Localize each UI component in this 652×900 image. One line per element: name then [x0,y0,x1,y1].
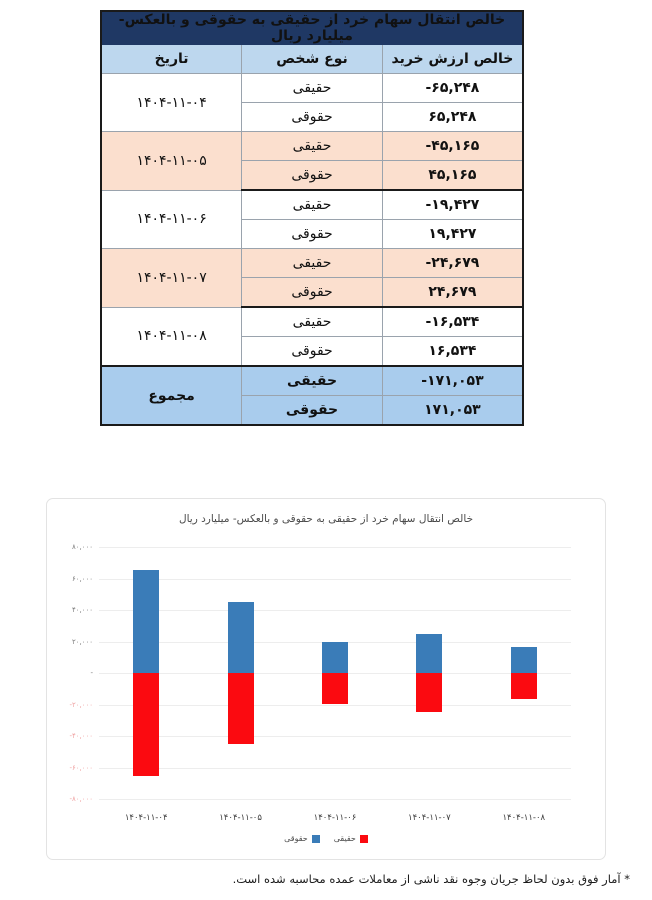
chart-legend [47,834,605,843]
table-title: خالص انتقال سهام خرد از حقیقی به حقوقی و بالعکس- میلیارد ریال [101,11,523,45]
chart-y-tick-label: ۴۰,۰۰۰ [71,606,93,614]
chart-legend-label: حقیقی [333,834,356,843]
cell-total-net-value: ۱۷۱,۰۵۳ [382,396,523,426]
chart-bar-group [477,547,571,823]
table-row [101,249,523,278]
net-transfer-chart-card [46,498,606,860]
chart-x-tick-label: ۱۴۰۴-۱۱-۰۴ [124,813,168,823]
table-row [101,307,523,337]
chart-y-tick-label: ۸۰,۰۰۰ [71,543,93,551]
cell-net-value: ۶۵,۲۴۸ [382,103,523,132]
cell-net-value: -۱۹,۴۲۷ [382,190,523,220]
net-transfer-table-container [100,10,524,426]
table-row [101,74,523,103]
chart-bar-positive [133,570,159,673]
chart-y-tick-label: ۶۰,۰۰۰ [71,574,93,583]
table-row [101,132,523,161]
cell-person-type: حقوقی [242,103,383,132]
cell-total-net-value: -۱۷۱,۰۵۳ [382,366,523,396]
chart-legend-item[interactable] [284,834,320,843]
chart-x-tick-label: ۱۴۰۴-۱۱-۰۵ [219,813,262,823]
cell-date: ۱۴۰۴-۱۱-۰۵ [101,132,242,191]
cell-date: ۱۴۰۴-۱۱-۰۶ [101,190,242,249]
chart-y-tick-label: -۲۰,۰۰۰ [69,700,93,709]
cell-person-type: حقیقی [242,190,383,220]
cell-person-type: حقیقی [242,132,383,161]
column-header-net-value: خالص ارزش خرید [382,45,523,74]
column-header-person-type: نوع شخص [242,45,383,74]
cell-person-type: حقوقی [242,220,383,249]
chart-bar-negative [133,673,159,776]
cell-date: ۱۴۰۴-۱۱-۰۷ [101,249,242,308]
chart-y-tick-label: ۲۰,۰۰۰ [71,637,93,646]
chart-bar-group [288,547,382,823]
cell-net-value: -۲۴,۶۷۹ [382,249,523,278]
cell-net-value: -۶۵,۲۴۸ [382,74,523,103]
chart-x-tick-label: ۱۴۰۴-۱۱-۰۷ [408,813,451,823]
chart-legend-item[interactable] [334,834,368,843]
footnote: * آمار فوق بدون لحاظ جریان وجوه نقد ناشی از معاملات عمده محاسبه شده است. [232,872,630,886]
chart-bar-positive [511,647,537,673]
chart-x-tick-label: ۱۴۰۴-۱۱-۰۶ [313,813,357,823]
chart-bar-positive [228,602,254,673]
chart-x-axis-line [99,799,569,800]
column-header-date: تاریخ [101,45,242,74]
chart-bar-negative [511,673,537,699]
chart-bar-group [382,547,476,823]
chart-y-tick-label: -۸۰,۰۰۰ [69,795,93,803]
table-title-row [101,11,523,45]
cell-net-value: ۱۶,۵۳۴ [382,337,523,367]
table-total-row [101,366,523,396]
cell-net-value: -۴۵,۱۶۵ [382,132,523,161]
chart-bar-positive [322,642,348,673]
chart-bar-negative [322,673,348,704]
cell-total-label: مجموع [101,366,242,425]
cell-person-type: حقیقی [242,74,383,103]
chart-y-tick-label: -۶۰,۰۰۰ [69,763,93,772]
chart-bar-negative [416,673,442,712]
chart-bar-group [99,547,193,823]
cell-person-type: حقیقی [242,249,383,278]
cell-person-type: حقوقی [242,161,383,191]
cell-person-type: حقوقی [242,337,383,367]
chart-bar-positive [416,634,442,673]
chart-legend-label: حقوقی [284,834,308,843]
cell-date: ۱۴۰۴-۱۱-۰۴ [101,74,242,132]
cell-net-value: ۱۹,۴۲۷ [382,220,523,249]
cell-date: ۱۴۰۴-۱۱-۰۸ [101,307,242,366]
legend-swatch-icon [312,835,320,843]
cell-person-type: حقیقی [242,307,383,337]
cell-person-type: حقوقی [242,278,383,308]
chart-x-tick-label: ۱۴۰۴-۱۱-۰۸ [502,813,546,823]
chart-plot-area [69,543,571,823]
cell-net-value: ۲۴,۶۷۹ [382,278,523,308]
cell-net-value: ۴۵,۱۶۵ [382,161,523,191]
legend-swatch-icon [360,835,368,843]
chart-title: خالص انتقال سهام خرد از حقیقی به حقوقی و بالعکس- میلیارد ریال [178,513,474,525]
table-header-row [101,45,523,74]
cell-net-value: -۱۶,۵۳۴ [382,307,523,337]
cell-total-person-type: حقوقی [242,396,383,426]
chart-bar-group [193,547,287,823]
net-transfer-table [100,10,524,426]
table-row [101,190,523,220]
chart-bar-negative [228,673,254,744]
cell-total-person-type: حقیقی [242,366,383,396]
chart-y-tick-label: -۴۰,۰۰۰ [69,732,93,740]
chart-y-tick-label: - [90,669,93,677]
